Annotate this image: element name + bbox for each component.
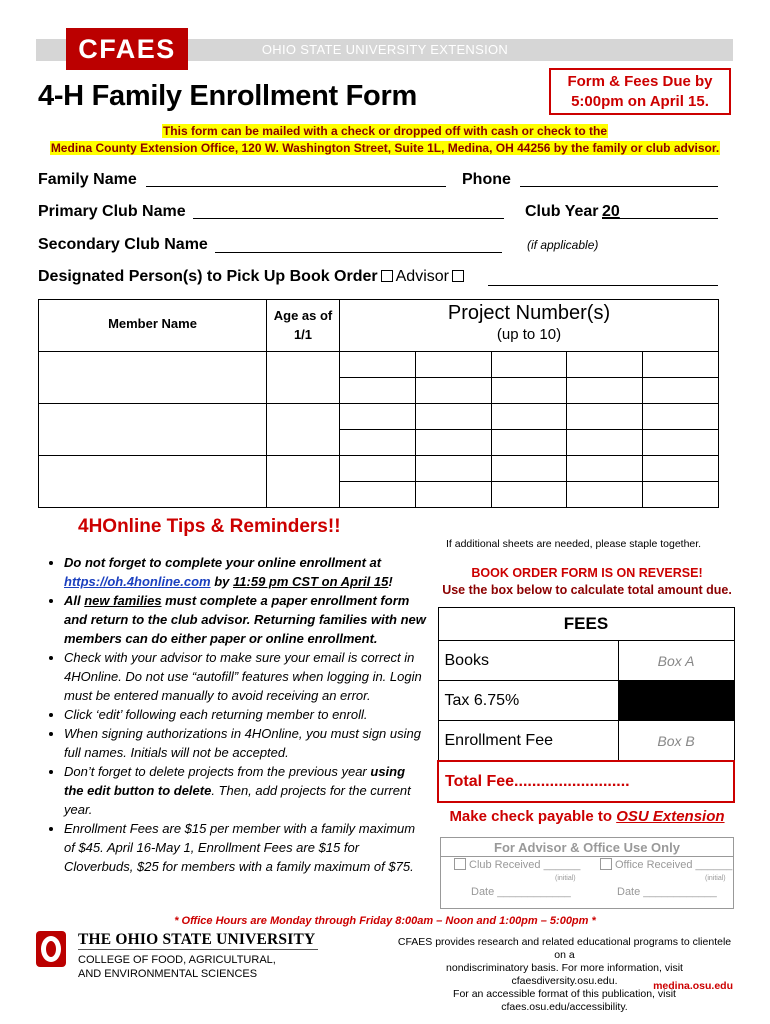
club-year-label: Club Year [525, 203, 599, 220]
tip-item: • When signing authorizations in 4HOnline, you must sign using full names. Initials will not be accepted. [64, 724, 428, 762]
project-cell[interactable] [643, 351, 719, 377]
age-header-line-1: Age as of [273, 308, 333, 323]
payable-note: Make check payable to OSU Extension [449, 808, 725, 825]
office-use-heading: For Advisor & Office Use Only [494, 840, 680, 855]
project-cell[interactable] [643, 455, 719, 481]
project-cell[interactable] [491, 403, 567, 429]
project-cell[interactable] [415, 351, 491, 377]
osu-wordmark: THE OHIO STATE UNIVERSITY [78, 931, 316, 948]
project-cell[interactable] [340, 403, 416, 429]
office-hours: * Office Hours are Monday through Friday 8:00am – Noon and 1:00pm – 5:00pm * [174, 915, 596, 927]
age-cell[interactable] [267, 403, 340, 455]
project-cell[interactable] [415, 455, 491, 481]
member-name-cell[interactable] [39, 455, 267, 507]
age-header-line-2: 1/1 [293, 327, 313, 342]
age-cell[interactable] [267, 455, 340, 507]
member-name-header: Member Name [39, 300, 267, 352]
project-cell[interactable] [567, 455, 643, 481]
college-line-2: AND ENVIRONMENTAL SCIENCES [78, 968, 258, 980]
if-applicable-note: (if applicable) [527, 238, 599, 252]
notice-line-1: This form can be mailed with a check or dropped off with cash or check to the [162, 124, 608, 138]
fees-heading: FEES [438, 608, 734, 641]
4honline-link[interactable]: https://oh.4honline.com [64, 574, 211, 589]
family-name-label: Family Name [38, 171, 137, 188]
project-cell[interactable] [415, 377, 491, 403]
member-table [38, 299, 719, 508]
club-year-field[interactable] [602, 218, 718, 219]
project-cell[interactable] [567, 403, 643, 429]
footer-disclaimer [392, 936, 737, 1014]
office-use-box [440, 837, 734, 909]
project-cell[interactable] [491, 351, 567, 377]
secondary-club-field[interactable] [215, 252, 502, 253]
due-line-2: 5:00pm on April 15. [571, 93, 709, 110]
enrollment-fee-label: Enrollment Fee [438, 721, 618, 762]
osu-divider [78, 949, 318, 950]
disclaimer-line-2: nondiscriminatory basis. For more information, visit cfaesdiversity.osu.edu. [446, 962, 683, 987]
tip-item: • Check with your advisor to make sure your email is correct in 4HOnline. Do not use “autofill” features when logging in. Login must be entered manually to avoid receiving an error. [64, 648, 428, 705]
project-cell[interactable] [491, 429, 567, 455]
project-cell[interactable] [643, 481, 719, 507]
project-cell[interactable] [340, 377, 416, 403]
age-cell[interactable] [267, 351, 340, 403]
tax-blacked-cell [618, 681, 734, 721]
phone-field[interactable] [520, 186, 718, 187]
other-person-checkbox[interactable] [452, 270, 464, 282]
project-cell[interactable] [643, 377, 719, 403]
project-cell[interactable] [567, 481, 643, 507]
club-date: Date ____________ [471, 886, 571, 898]
box-b-cell[interactable]: Box B [618, 721, 734, 762]
primary-club-label: Primary Club Name [38, 203, 186, 220]
designated-label: Designated Person(s) to Pick Up Book Order [38, 268, 378, 285]
tip-item: • Do not forget to complete your online enrollment at https://oh.4honline.com by 11:59 pm CST on April 15! [64, 553, 428, 591]
site-url[interactable]: medina.osu.edu [653, 980, 733, 992]
due-date-box [549, 68, 731, 115]
phone-label: Phone [462, 171, 511, 188]
tip-item: • Click ‘edit’ following each returning member to enroll. [64, 705, 428, 724]
project-subtitle: (up to 10) [496, 326, 562, 343]
tip-item: • Enrollment Fees are $15 per member with a family maximum of $45. April 16-May 1, Enrollment Fees are $15 for Cloverbuds, $25 for members with a family maximum of $75. [64, 819, 428, 876]
primary-club-field[interactable] [193, 218, 504, 219]
notice-line-2: Medina County Extension Office, 120 W. Washington Street, Suite 1L, Medina, OH 44256 by the family or club advisor. [50, 141, 720, 155]
books-label: Books [438, 641, 618, 681]
use-box-note: Use the box below to calculate total amount due. [442, 583, 732, 597]
designated-person-field[interactable] [488, 285, 718, 286]
office-received: Office Received ______ [597, 858, 732, 872]
tip-item: • All new families must complete a paper enrollment form and return to the club advisor. Returning families with new members can do either paper or online enrollment. [64, 591, 428, 648]
project-cell[interactable] [340, 455, 416, 481]
project-cell[interactable] [491, 377, 567, 403]
project-title: Project Number(s) [447, 302, 611, 324]
member-name-cell[interactable] [39, 351, 267, 403]
college-line-1: COLLEGE OF FOOD, AGRICULTURAL, [78, 954, 276, 966]
project-cell[interactable] [567, 429, 643, 455]
project-cell[interactable] [415, 403, 491, 429]
project-cell[interactable] [340, 429, 416, 455]
club-received: Club Received ______ [451, 858, 580, 872]
disclaimer-line-1: CFAES provides research and related educational programs to clientele on a [397, 936, 732, 961]
project-cell[interactable] [340, 351, 416, 377]
tip-item: • Don’t forget to delete projects from the previous year using the edit button to delete. Then, add projects for the current year. [64, 762, 428, 819]
fees-table [437, 607, 735, 803]
office-initial-note: (initial) [705, 875, 726, 882]
member-name-cell[interactable] [39, 403, 267, 455]
club-initial-note: (initial) [555, 875, 576, 882]
tips-list [44, 553, 428, 876]
book-order-note: BOOK ORDER FORM IS ON REVERSE! [471, 566, 703, 580]
advisor-label: Advisor [395, 268, 449, 285]
box-a-cell[interactable]: Box A [618, 641, 734, 681]
secondary-club-label: Secondary Club Name [38, 236, 208, 253]
tax-label: Tax 6.75% [438, 681, 618, 721]
total-fee-row[interactable]: Total Fee.......................... [438, 761, 734, 802]
project-cell[interactable] [567, 377, 643, 403]
project-cell[interactable] [643, 403, 719, 429]
designated-row [38, 268, 467, 286]
due-line-1: Form & Fees Due by [567, 73, 713, 90]
cfaes-logo: CFAES [66, 28, 188, 70]
project-header [340, 300, 719, 351]
project-cell[interactable] [415, 481, 491, 507]
project-cell[interactable] [643, 429, 719, 455]
disclaimer-line-3: For an accessible format of this publication, visit cfaes.osu.edu/accessibility. [453, 988, 676, 1013]
club-received-checkbox[interactable] [454, 858, 466, 870]
college-name [78, 953, 276, 981]
project-cell[interactable] [340, 481, 416, 507]
staple-note: If additional sheets are needed, please staple together. [446, 538, 702, 550]
project-cell[interactable] [567, 351, 643, 377]
project-cell[interactable] [491, 481, 567, 507]
banner-text: OHIO STATE UNIVERSITY EXTENSION [261, 42, 509, 57]
advisor-checkbox[interactable] [381, 270, 393, 282]
form-title: 4-H Family Enrollment Form [38, 80, 417, 112]
age-header [267, 300, 340, 352]
family-name-field[interactable] [146, 186, 446, 187]
club-year-value: 20 [602, 203, 620, 220]
project-cell[interactable] [491, 455, 567, 481]
office-date: Date ____________ [617, 886, 717, 898]
office-received-checkbox[interactable] [600, 858, 612, 870]
project-cell[interactable] [415, 429, 491, 455]
tips-heading: 4HOnline Tips & Reminders!! [78, 516, 341, 537]
osu-block-o-icon [36, 931, 66, 967]
